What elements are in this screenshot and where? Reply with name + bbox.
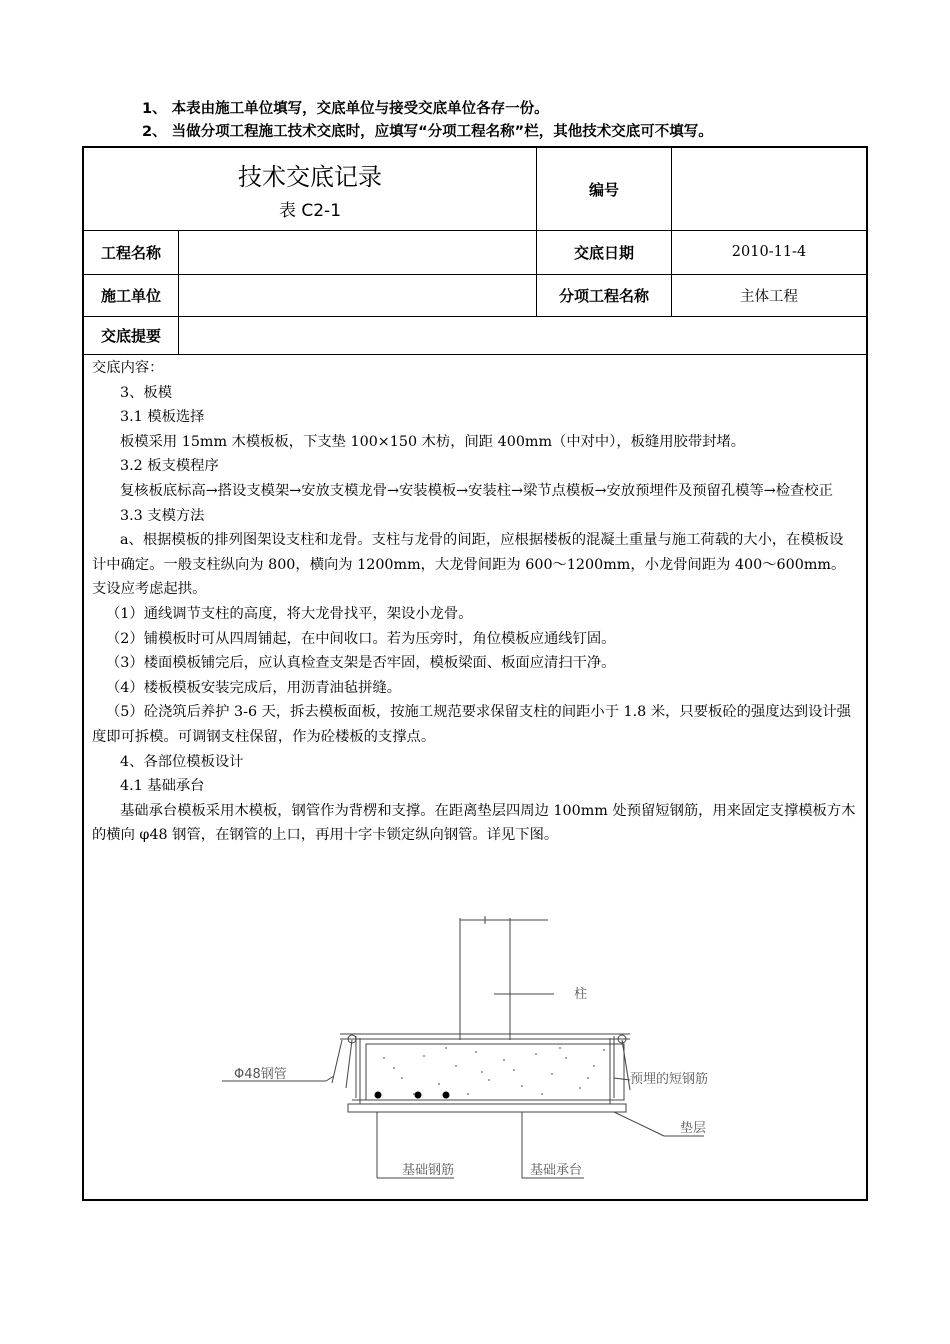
rebar-dot: [375, 1092, 382, 1099]
content-paragraph: （1）通线调节支柱的高度，将大龙骨找平，架设小龙骨。: [106, 605, 473, 622]
content-paragraph: 3.1 模板选择: [120, 409, 205, 426]
instruction-notes: [142, 98, 713, 144]
label-cushion: 垫层: [680, 1121, 707, 1136]
content-paragraph: 板模采用 15mm 木模板板，下支垫 100×150 木枋，间距 400mm（中对中），板缝用胶带封堵。: [120, 433, 746, 450]
summary-row: [84, 316, 866, 355]
pile-cap-formwork-diagram: [84, 908, 866, 1198]
rebar-dot: [443, 1092, 450, 1099]
content-paragraph: （2）铺模板时可从四周铺起，在中间收口。若为压旁时，角位模板应通线钉固。: [106, 630, 616, 647]
content-paragraph: 基础承台模板采用木模板，钢管作为背楞和支撑。在距离垫层四周边 100mm 处预留短钢筋，用来固定支撑模板方木的横向 φ48 钢管，在钢管的上口，再用十字卡锁定纵向钢管。详见下图。: [92, 802, 856, 844]
content-paragraph: 4、各部位模板设计: [120, 753, 244, 770]
contractor-label: 施工单位: [100, 286, 161, 305]
content-heading: 交底内容：: [92, 360, 164, 376]
form-number: 表 C2-1: [278, 201, 342, 221]
label-pile-cap: 基础承台: [530, 1163, 583, 1178]
pile-cap-body: [366, 1044, 624, 1100]
summary-value[interactable]: [178, 316, 866, 354]
left-brace-2: [346, 1040, 352, 1088]
cushion-leader: [614, 1112, 664, 1136]
cushion-layer: [348, 1104, 626, 1112]
label-embedded-rebar: 预埋的短钢筋: [630, 1072, 709, 1087]
technical-briefing-form: [82, 146, 868, 1201]
summary-label: 交底提要: [100, 326, 161, 345]
embedded-rebar-leader: [614, 1078, 630, 1080]
right-brace: [622, 1040, 630, 1090]
content-paragraph: 3.2 板支模程序: [120, 458, 219, 475]
note-line: 2、 当做分项工程施工技术交底时，应填写“分项工程名称”栏，其他技术交底可不填写。: [142, 124, 713, 140]
date-value[interactable]: 2010-11-4: [671, 230, 866, 274]
concrete-texture: [383, 1047, 605, 1095]
content-paragraph: （5）砼浇筑后养护 3-6 天，拆去模板面板，按施工规范要求保留支柱的间距小于 1.8 米，只要板砼的强度达到设计强度即可拆模。可调钢支柱保留，作为砼楼板的支撑点。: [92, 704, 851, 745]
content-paragraph: 3.3 支模方法: [120, 507, 205, 524]
content-paragraph: a、根据模板的排列图架设支柱和龙骨。支柱与龙骨的间距，应根据楼板的混凝土重量与施工荷载的大小，在模板设计中确定。一般支柱纵向为 800，横向为 1200mm，大龙骨间距为 600～1200mm，小龙骨间距为 400～600mm。支设应考虑起拱。: [92, 532, 846, 598]
label-column: 柱: [574, 987, 588, 1002]
label-foundation-rebar: 基础钢筋: [402, 1163, 455, 1178]
content-paragraph: （4）楼板模板安装完成后，用沥青油毡拼缝。: [106, 679, 402, 696]
content-paragraph: （3）楼面模板铺完后，应认真检查支架是否牢固，模板梁面、板面应清扫干净。: [106, 655, 616, 672]
contractor-row: [84, 274, 866, 317]
form-title-cell: [84, 148, 536, 230]
note-line: 1、 本表由施工单位填写，交底单位与接受交底单位各存一份。: [142, 101, 549, 117]
project-name-row: [84, 230, 866, 275]
rebar-dot: [415, 1092, 422, 1099]
number-label: 编号: [536, 148, 671, 230]
label-pipe: Φ48钢管: [234, 1067, 287, 1082]
number-value[interactable]: [671, 148, 866, 230]
content-paragraph: 4.1 基础承台: [120, 778, 205, 795]
project-name-label: 工程名称: [100, 243, 161, 262]
subproject-label: 分项工程名称: [536, 274, 671, 316]
content-paragraph: 3、板模: [120, 384, 172, 401]
header-row: [84, 148, 866, 231]
form-title: 技术交底记录: [238, 163, 382, 191]
date-label: 交底日期: [536, 230, 671, 274]
project-name-value[interactable]: [178, 230, 536, 274]
content-paragraph: 复核板底标高→搭设支模架→安放支模龙骨→安装模板→安装柱→梁节点模板→安放预埋件及预留孔模等→检查校正: [120, 482, 833, 499]
subproject-value[interactable]: 主体工程: [671, 274, 866, 316]
briefing-content: [92, 356, 856, 848]
contractor-value[interactable]: [178, 274, 536, 316]
